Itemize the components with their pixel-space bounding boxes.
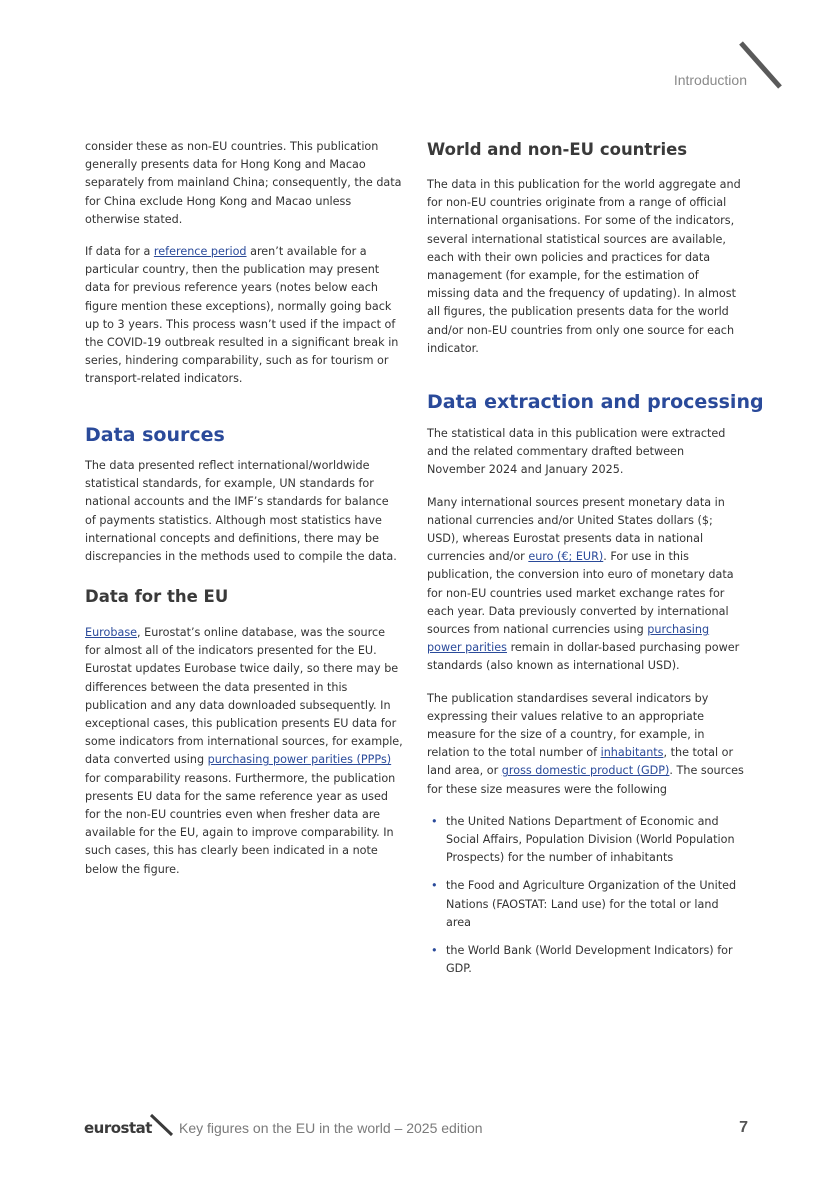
paragraph-extraction: The statistical data in this publication were extracted and the related commentary drafted between November 2024 and January 2025. (427, 427, 726, 477)
paragraph-world: The data in this publication for the world aggregate and for non-EU countries originate from a range of official international organisations. For some of the indicators, several international statistical sources are available, each with their own policies and practices for data management (for example, for the estimation of missing data and the frequency of updating). In almost all figures, the publication presents data for the world and/or non-EU countries from only one source for each indicator. (427, 178, 741, 355)
paragraph-data-eu (85, 624, 403, 879)
list-item (427, 877, 745, 932)
paragraph-data-sources: The data presented reflect international/worldwide statistical standards, for example, UN standards for national accounts and the IMF’s standards for balance of payments statistics. Although most statistics have international concepts and definitions, there may be discrepancies in the methods used to compile the data. (85, 459, 397, 564)
text-run: aren’t available for a particular country, then the publication may present data for previous reference years (notes below each figure mention these exceptions), normally going back up to 3 years. This process wasn’t used if the impact of the COVID-19 outbreak resulted in a significant break in series, hindering comparability, such as for tourism or transport-related indicators. (85, 245, 399, 386)
list-item-text: the Food and Agriculture Organization of the United Nations (FAOSTAT: Land use) for the total or land area (446, 879, 737, 929)
left-column (85, 138, 403, 403)
text-run: for comparability reasons. Furthermore, the publication presents EU data for the same reference year as used for the non-EU countries even when fresher data are available for the EU, again to improve comparability. In such cases, this has clearly been indicated in a note below the figure. (85, 771, 396, 876)
link-euro[interactable]: euro (€; EUR) (528, 550, 604, 564)
bullet-icon: • (431, 814, 438, 828)
paragraph-china: consider these as non-EU countries. This publication generally presents data for Hong Kong and Macao separately from mainland China; consequently, the data for China exclude Hong Kong and Macao unless otherwise stated. (85, 140, 402, 226)
link-reference-period[interactable]: reference period (153, 245, 247, 259)
list-item (427, 813, 745, 868)
world-block (427, 176, 745, 372)
heading-data-sources: Data sources (85, 424, 225, 446)
text-run: remain in dollar-based purchasing power standards (also known as international USD). (427, 641, 740, 673)
text-run: The publication standardises several indicators by expressing their values relative to an appropriate measure for the size of a country, for example, in relation to the total number of (427, 691, 709, 760)
text-run: . For use in this publication, the conversion into euro of monetary data for non-EU countries used market exchange rates for each year. Data previously converted by international sources from national currencies using (427, 550, 734, 637)
paragraph-reference-period (85, 243, 403, 389)
text-run: . The sources for these size measures were the following (427, 764, 744, 796)
paragraph-monetary (427, 494, 745, 676)
link-inhabitants[interactable]: inhabitants (600, 746, 664, 760)
heading-world-non-eu: World and non-EU countries (427, 140, 688, 159)
page-footer (84, 1113, 748, 1143)
header-section-label: Introduction (673, 72, 747, 88)
sources-list (427, 813, 745, 979)
data-eu-block (85, 624, 403, 893)
list-item-text: the World Bank (World Development Indicators) for GDP. (446, 944, 733, 976)
data-sources-block (85, 457, 403, 580)
heading-data-for-eu: Data for the EU (85, 587, 229, 606)
text-run: Many international sources present monetary data in national currencies and/or United States dollars ($; USD), whereas Eurostat presents data in national currencies and/or (427, 495, 725, 564)
text-run: If data for a (85, 245, 154, 259)
corner-slash-icon (737, 40, 783, 90)
link-ppp[interactable]: purchasing power parities (427, 623, 710, 655)
publication-title: Key figures on the EU in the world – 2025 edition (179, 1120, 483, 1136)
text-run: , the total or land area, or (427, 746, 734, 778)
text-run: , Eurostat’s online database, was the source for almost all of the indicators presented for the EU. Eurostat updates Eurobase twice daily, so there may be differences between the data presented in this publication and any data downloaded subsequently. In exceptional cases, this publication presents EU data for some indicators from international sources, for example, data converted using (85, 626, 403, 767)
extraction-block (427, 425, 745, 988)
paragraph-standardise (427, 690, 745, 799)
list-item (427, 942, 745, 978)
link-eurobase[interactable]: Eurobase (85, 626, 138, 639)
logo-slash-icon (148, 1113, 174, 1137)
bullet-icon: • (431, 944, 438, 958)
list-item-text: the United Nations Department of Economic and Social Affairs, Population Division (World Population Prospects) for the number of inhabitants (446, 814, 735, 865)
heading-data-extraction: Data extraction and processing (427, 391, 764, 413)
bullet-icon: • (431, 879, 438, 893)
link-purchasing-power-parities[interactable]: purchasing power parities (PPPs) (207, 753, 392, 767)
page-number: 7 (739, 1119, 748, 1136)
eurostat-logo: eurostat (84, 1119, 152, 1137)
link-gdp[interactable]: gross domestic product (GDP) (501, 764, 670, 778)
